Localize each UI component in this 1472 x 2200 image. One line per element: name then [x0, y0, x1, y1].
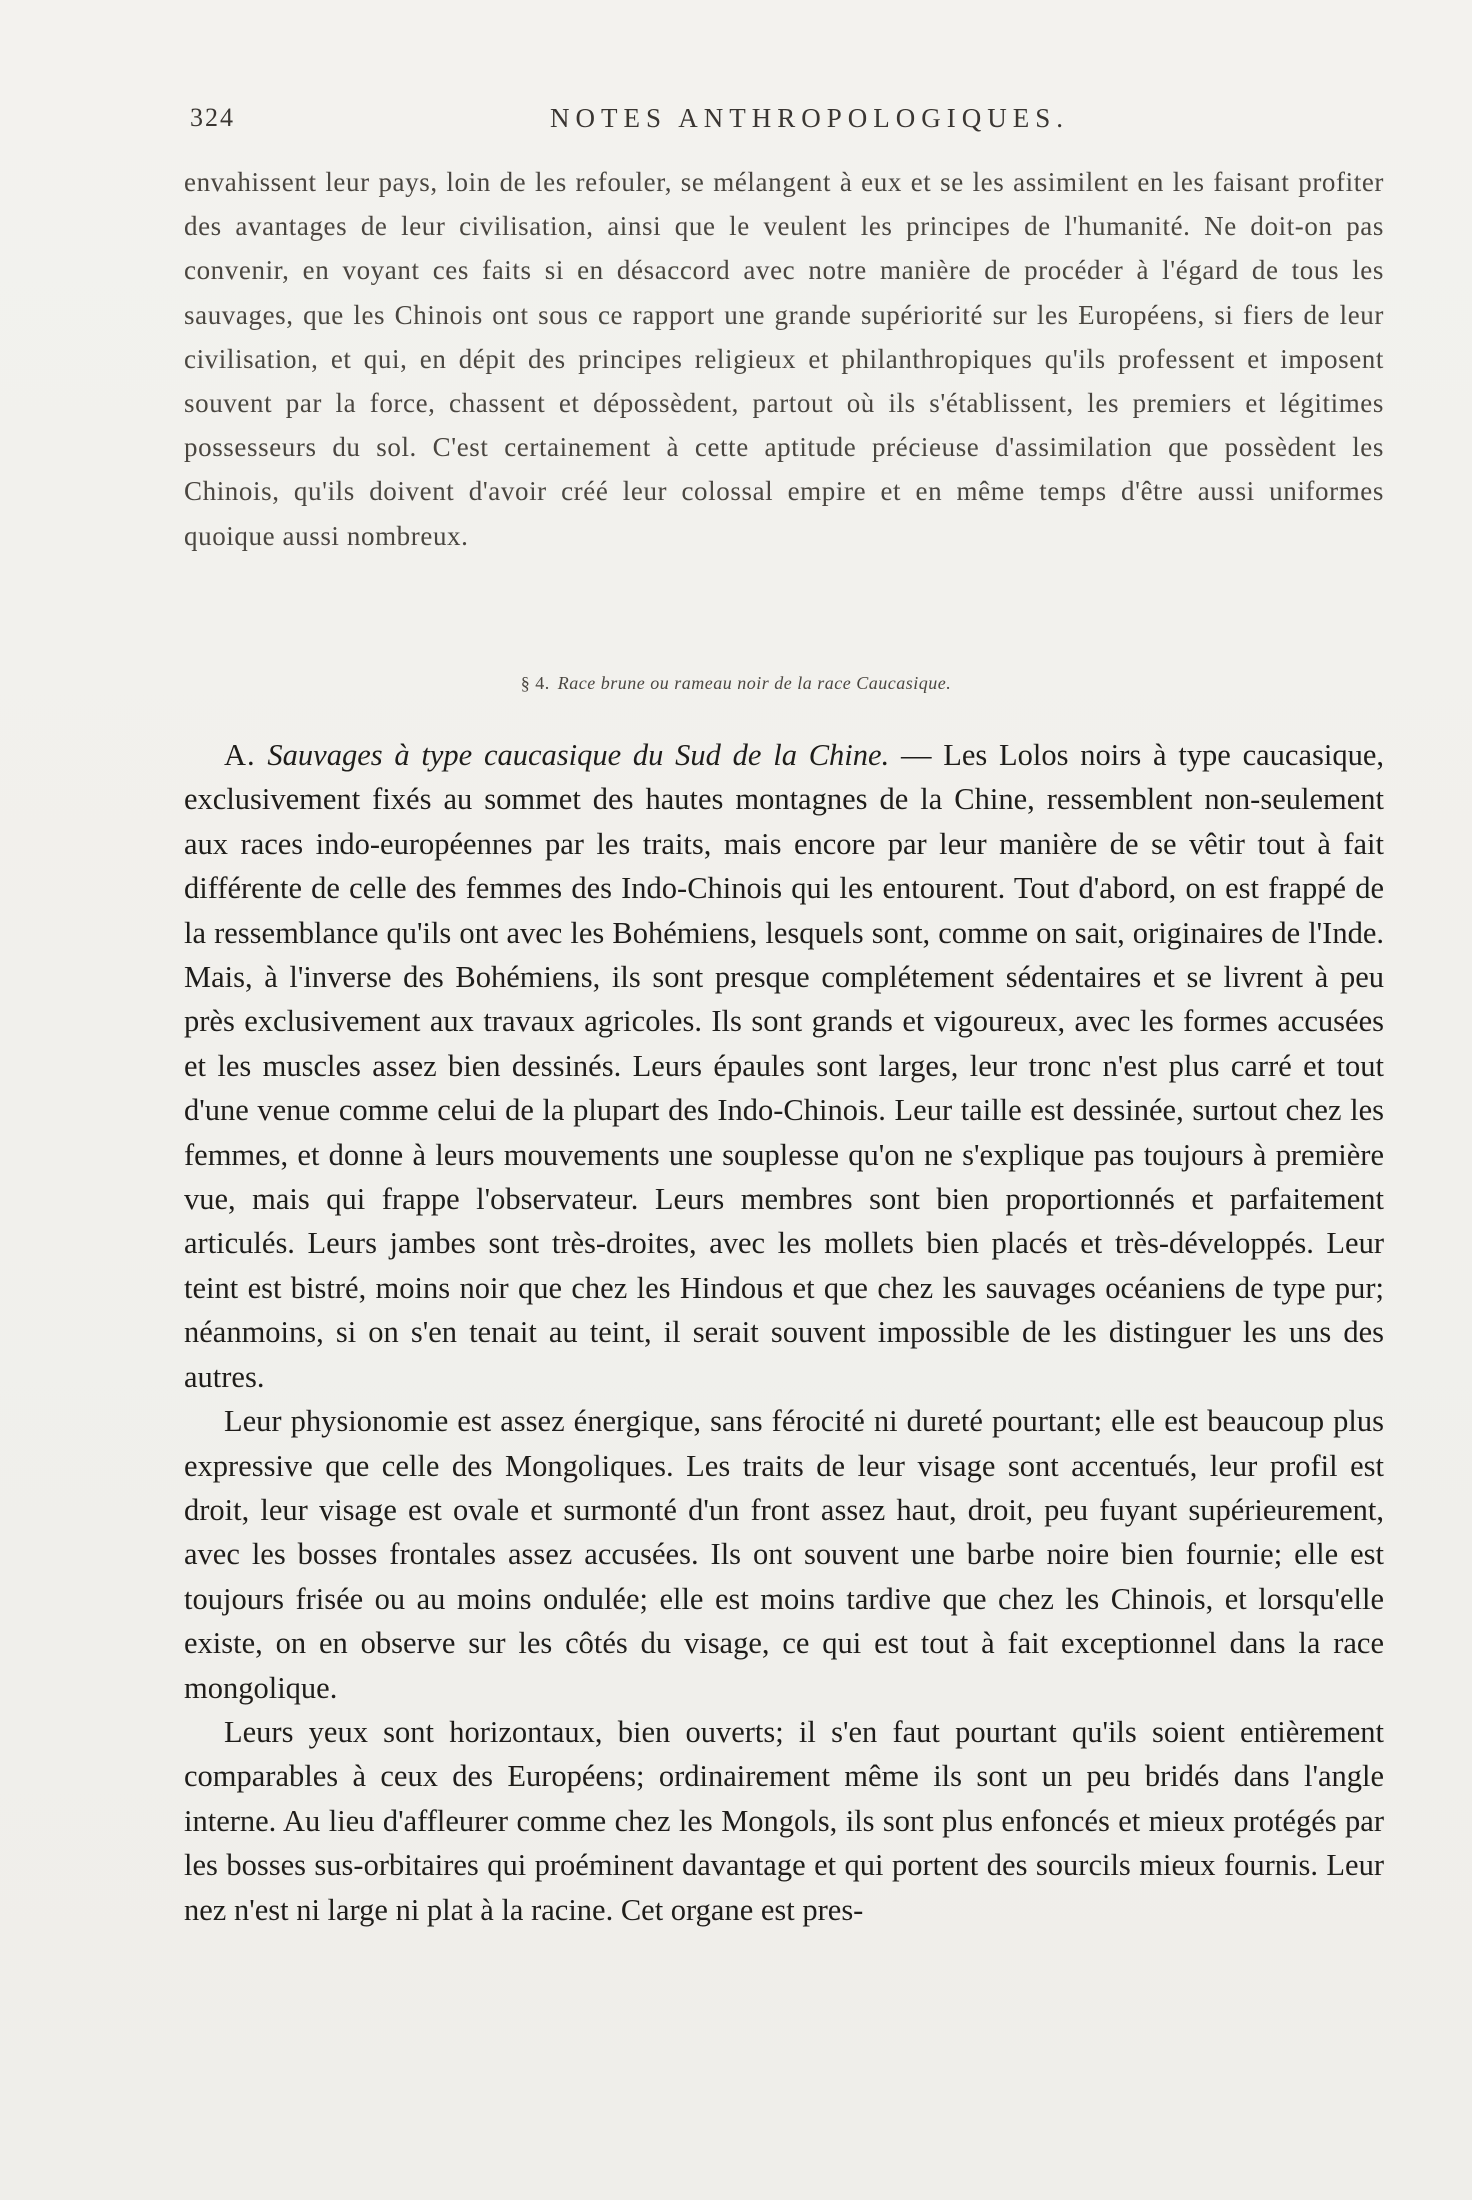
page-number: 324: [190, 103, 235, 132]
page-header: [190, 103, 1290, 143]
continuation-paragraph: envahissent leur pays, loin de les refouler, se mélangent à eux et se les assimilent en les faisant profiter des avantages de leur civilisation, ainsi que le veulent les principes de l'humanité. Ne doit-on pas convenir, en voyant ces faits si en désaccord avec notre manière de procéder à l'égard de tous les sauvages, que les Chinois ont sous ce rapport une grande supériorité sur les Européens, si fiers de leur civilisation, et qui, en dépit des principes religieux et philanthropiques qu'ils professent et imposent souvent par la force, chassent et dépossèdent, partout où ils s'établissent, les premiers et légitimes possesseurs du sol. C'est certainement à cette aptitude précieuse d'assimilation que possèdent les Chinois, qu'ils doivent d'avoir créé leur colossal empire et en même temps d'être aussi uniformes quoique aussi nombreux.: [184, 167, 1384, 551]
subsection-title: Sauvages à type caucasique du Sud de la Chine.: [267, 738, 890, 772]
paragraph-2: Leur physionomie est assez énergique, sans férocité ni dureté pourtant; elle est beaucoup plus expressive que celle des Mongoliques. Les traits de leur visage sont accentués, leur profil est droit, leur visage est ovale et surmonté d'un front assez haut, droit, peu fuyant supérieurement, avec les bosses frontales assez accusées. Ils ont souvent une barbe noire bien fournie; elle est toujours frisée ou au moins ondulée; elle est moins tardive que chez les Chinois, et lorsqu'elle existe, on en observe sur les côtés du visage, ce qui est tout à fait exceptionnel dans la race mongolique.: [184, 1404, 1384, 1705]
subsection-label: A.: [224, 738, 256, 772]
section-heading: [0, 673, 1472, 694]
paragraph-3: Leurs yeux sont horizontaux, bien ouverts; il s'en faut pourtant qu'ils soient entièrement comparables à ceux des Européens; ordinairement même ils sont un peu bridés dans l'angle interne. Au lieu d'affleurer comme chez les Mongols, ils sont plus enfoncés et mieux protégés par les bosses sus-orbitaires qui proéminent davantage et qui portent des sourcils mieux fournis. Leur nez n'est ni large ni plat à la racine. Cet organe est pres-: [184, 1714, 1384, 1927]
paragraph-1-text: — Les Lolos noirs à type caucasique, exclusivement fixés au sommet des hautes montagnes de la Chine, ressemblent non-seulement aux races indo-européennes par les traits, mais encore par leur manière de se vêtir tout à fait différente de celle des femmes des Indo-Chinois qui les entourent. Tout d'abord, on est frappé de la ressemblance qu'ils ont avec les Bohémiens, lesquels sont, comme on sait, originaires de l'Inde. Mais, à l'inverse des Bohémiens, ils sont presque complétement sédentaires et se livrent à peu près exclusivement aux travaux agricoles. Ils sont grands et vigoureux, avec les formes accusées et les muscles assez bien dessinés. Leurs épaules sont larges, leur tronc n'est plus carré et tout d'une venue comme celui de la plupart des Indo-Chinois. Leur taille est dessinée, surtout chez les femmes, et donne à leurs mouvements une souplesse qu'on ne s'explique pas toujours à première vue, mais qui frappe l'observateur. Leurs membres sont bien proportionnés et parfaitement articulés. Leurs jambes sont très-droites, avec les mollets bien placés et très-développés. Leur teint est bistré, moins noir que chez les Hindous et que chez les sauvages océaniens de type pur; néanmoins, si on s'en tenait au teint, il serait souvent impossible de les distinguer les uns des autres.: [184, 738, 1384, 1394]
section-mark: § 4.: [520, 673, 550, 693]
main-text: [184, 733, 1384, 1932]
running-head: NOTES ANTHROPOLOGIQUES.: [550, 103, 1070, 133]
paragraph-1: [184, 733, 1384, 1399]
section-title: Race brune ou rameau noir de la race Caucasique.: [557, 673, 952, 693]
